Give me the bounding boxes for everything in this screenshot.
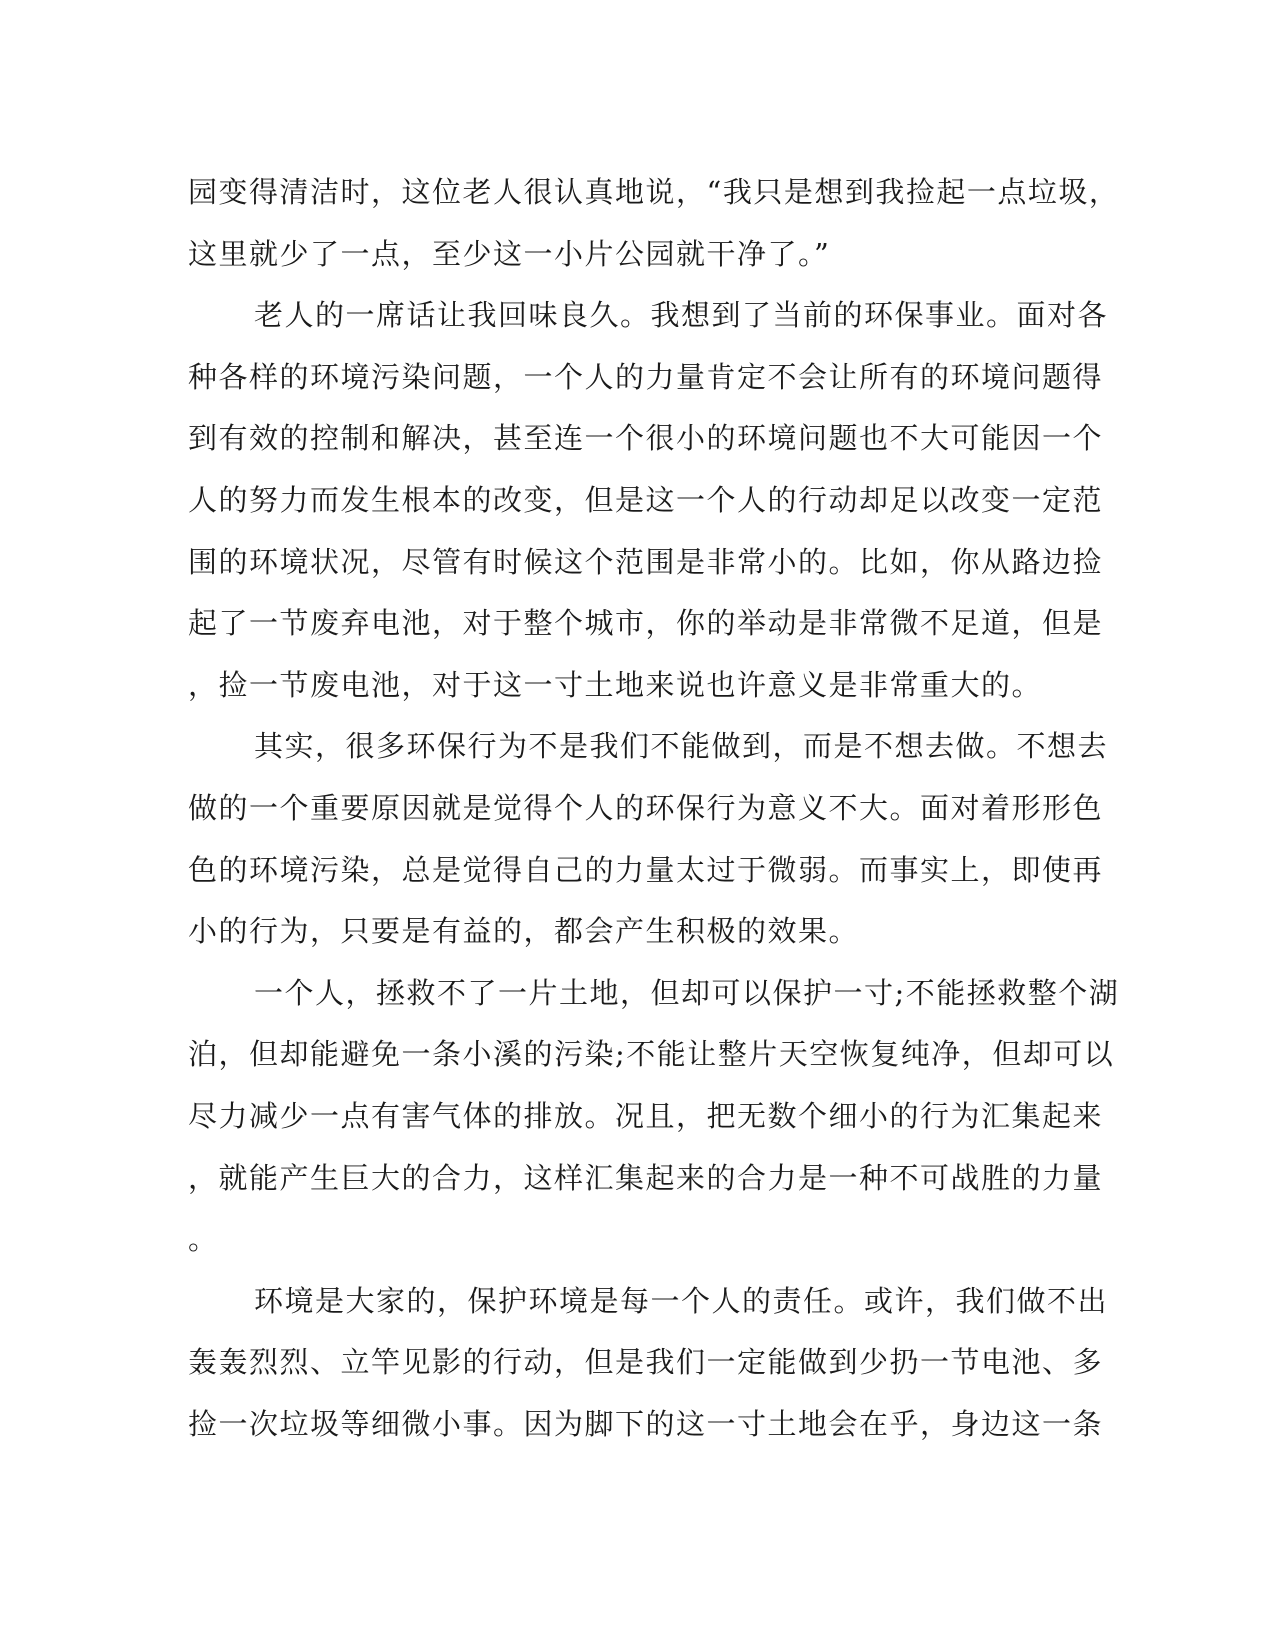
- text-line: 种各样的环境污染问题，一个人的力量肯定不会让所有的环境问题得: [188, 359, 1104, 394]
- text-line: 做的一个重要原因就是觉得个人的环保行为意义不大。面对着形形色: [188, 790, 1104, 825]
- text-line: 园变得清洁时，这位老人很认真地说，“我只是想到我捡起一点垃圾，: [188, 175, 1120, 209]
- text-line: 小的行为，只要是有益的，都会产生积极的效果。: [188, 914, 860, 949]
- paragraph-start-line: 环境是大家的，保护环境是每一个人的责任。或许，我们做不出: [254, 1283, 1109, 1318]
- text-line: 泊，但却能避免一条小溪的污染;不能让整片天空恢复纯净，但却可以: [188, 1037, 1115, 1072]
- text-line: ，捡一节废电池，对于这一寸土地来说也许意义是非常重大的。: [188, 667, 1043, 702]
- paragraph-start-line: 其实，很多环保行为不是我们不能做到，而是不想去做。不想去: [254, 729, 1109, 764]
- text-line: 围的环境状况，尽管有时候这个范围是非常小的。比如，你从路边捡: [188, 544, 1104, 579]
- text-line: 起了一节废弃电池，对于整个城市，你的举动是非常微不足道，但是: [188, 606, 1104, 641]
- text-line: 色的环境污染，总是觉得自己的力量太过于微弱。而事实上，即使再: [188, 852, 1104, 887]
- text-line: 。: [188, 1222, 219, 1257]
- text-line: 到有效的控制和解决，甚至连一个很小的环境问题也不大可能因一个: [188, 421, 1104, 456]
- text-line: 这里就少了一点，至少这一小片公园就干净了。”: [188, 236, 831, 271]
- paragraph-start-line: 一个人，拯救不了一片土地，但却可以保护一寸;不能拯救整个湖: [254, 975, 1120, 1010]
- text-line: 尽力减少一点有害气体的排放。况且，把无数个细小的行为汇集起来: [188, 1098, 1104, 1133]
- text-line: 人的努力而发生根本的改变，但是这一个人的行动却足以改变一定范: [188, 482, 1104, 517]
- paragraph-start-line: 老人的一席话让我回味良久。我想到了当前的环保事业。面对各: [254, 298, 1109, 333]
- text-line: ，就能产生巨大的合力，这样汇集起来的合力是一种不可战胜的力量: [188, 1160, 1104, 1195]
- text-line: 捡一次垃圾等细微小事。因为脚下的这一寸土地会在乎，身边这一条: [188, 1406, 1104, 1441]
- text-line: 轰轰烈烈、立竿见影的行动，但是我们一定能做到少扔一节电池、多: [188, 1345, 1104, 1380]
- document-body: [188, 162, 1120, 1455]
